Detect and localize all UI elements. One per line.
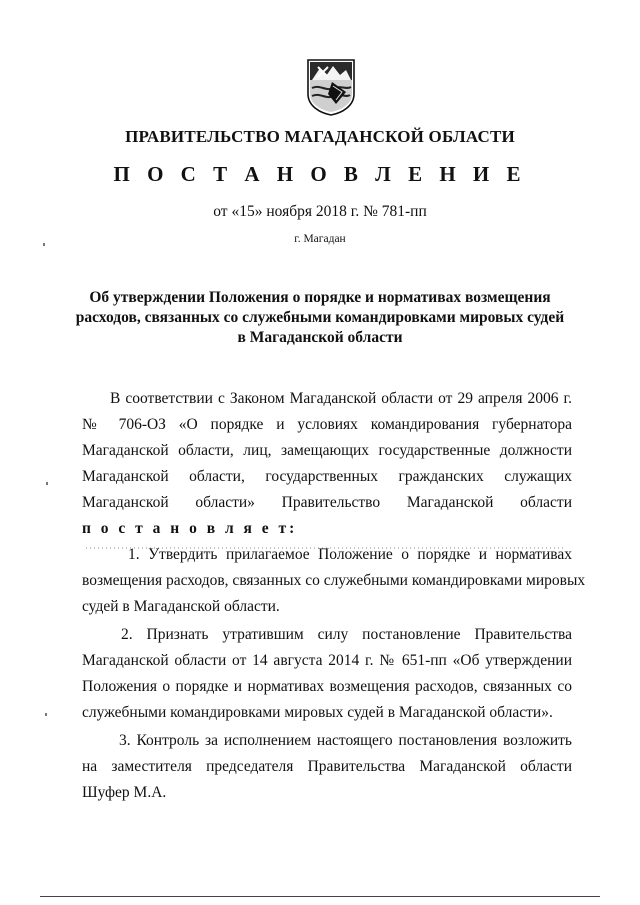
document-date-number: от «15» ноября 2018 г. № 781-пп bbox=[213, 203, 427, 220]
body-line: № 706-ОЗ «О порядке и условиях командирования губернатора bbox=[82, 416, 572, 433]
decree-word: п о с т а н о в л я е т: bbox=[82, 520, 298, 537]
title-line: Об утверждении Положения о порядке и нормативах возмещения bbox=[89, 289, 551, 306]
body-line: 3. Контроль за исполнением настоящего постановления возложить bbox=[119, 732, 572, 749]
coat-of-arms-emblem bbox=[306, 58, 356, 116]
body-line: возмещения расходов, связанных со служебными командировками мировых bbox=[82, 572, 586, 589]
scan-speck bbox=[46, 482, 48, 485]
body-line: судей в Магаданской области. bbox=[82, 598, 280, 615]
page-bottom-edge bbox=[40, 896, 600, 897]
body-line: Магаданской области, лиц, замещающих государственные должности bbox=[82, 442, 572, 459]
organization-name: ПРАВИТЕЛЬСТВО МАГАДАНСКОЙ ОБЛАСТИ bbox=[125, 127, 515, 146]
body-line: В соответствии с Законом Магаданской области от 29 апреля 2006 г. bbox=[110, 390, 572, 407]
body-line: 1. Утвердить прилагаемое Положение о порядке и нормативах bbox=[128, 546, 572, 563]
document-type: П О С Т А Н О В Л Е Н И Е bbox=[113, 162, 527, 186]
scan-speck bbox=[43, 243, 45, 246]
body-line: Положения о порядке и нормативах возмещения расходов, связанных со bbox=[82, 678, 572, 695]
body-line: Шуфер М.А. bbox=[82, 784, 167, 801]
title-line: в Магаданской области bbox=[237, 329, 403, 346]
document-city: г. Магадан bbox=[294, 233, 346, 245]
scan-speck bbox=[45, 713, 47, 716]
body-line: Магаданской области» Правительство Магаданской области bbox=[82, 494, 572, 511]
title-line: расходов, связанных со служебными командировками мировых судей bbox=[75, 309, 565, 326]
body-line: служебными командировками мировых судей в Магаданской области». bbox=[82, 704, 553, 721]
body-line: на заместителя председателя Правительства Магаданской области bbox=[82, 758, 572, 775]
body-line: Магаданской области от 14 августа 2014 г. № 651-пп «Об утверждении bbox=[82, 652, 572, 669]
document-title bbox=[0, 288, 640, 348]
body-line: 2. Признать утратившим силу постановление Правительства bbox=[121, 626, 572, 643]
body-line: Магаданской области, государственных гражданских служащих bbox=[82, 468, 572, 485]
